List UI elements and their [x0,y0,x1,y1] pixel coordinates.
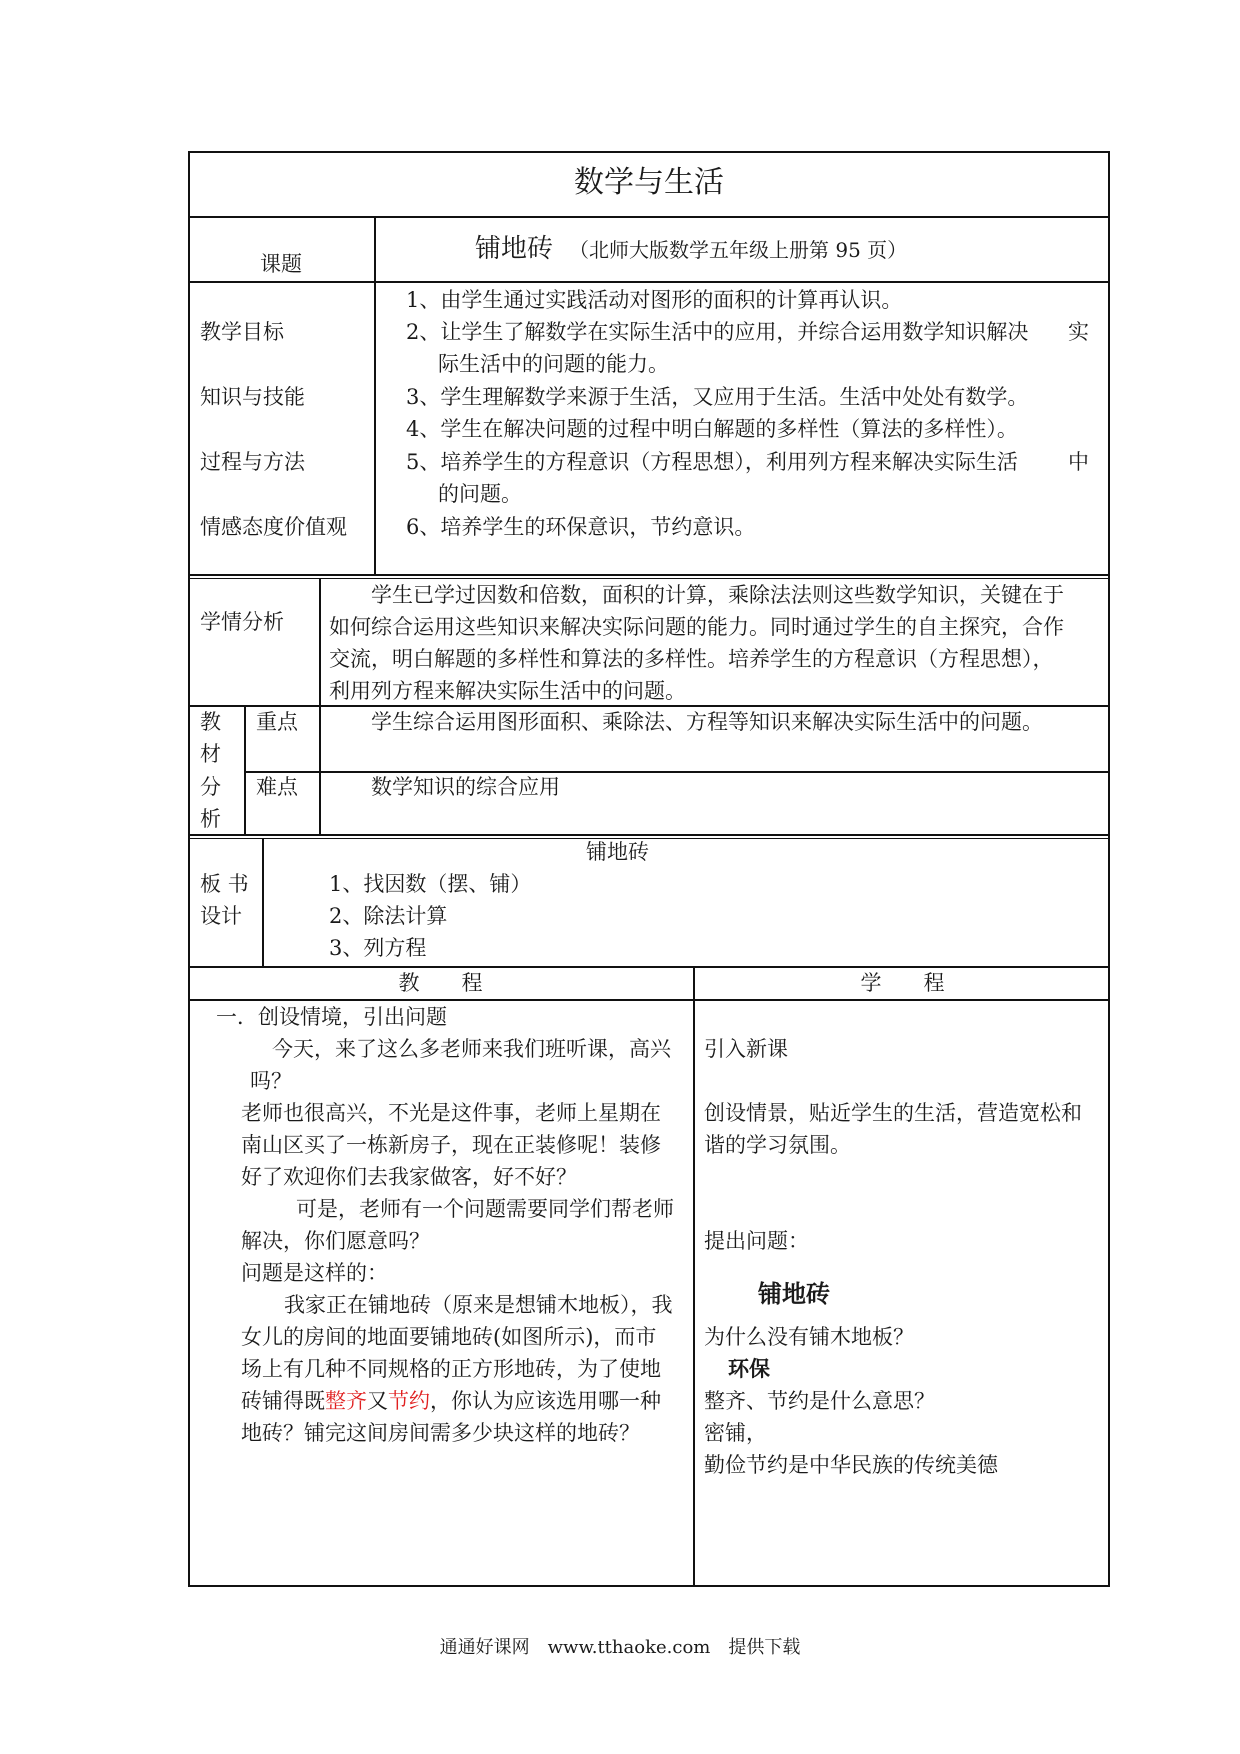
goal-item: 际生活中的问题的能力。 [438,352,669,376]
material-label-char: 析 [200,807,221,831]
material-label-char: 材 [200,742,221,766]
material-label-char: 分 [200,775,221,799]
lesson-source: （北师大版数学五年级上册第 95 页） [569,238,908,262]
learn-line: 密铺， [704,1421,767,1445]
teach-section: 一．创设情境，引出问题 [216,1005,447,1029]
goal-item: 5、培养学生的方程意识（方程思想），利用列方程来解决实际生活 [406,450,1018,474]
analysis-line: 交流，明白解题的多样性和算法的多样性。培养学生的方程意识（方程思想）， [329,647,1054,671]
footer-credit: 通通好课网 www.tthaoke.com 提供下载 [439,1637,801,1658]
teach-line: 问题是这样的： [241,1261,388,1285]
teach-line: 老师也很高兴，不光是这件事，老师上星期在 [241,1101,661,1125]
learn-line: 为什么没有铺木地板？ [704,1325,914,1349]
row-divider [188,281,1110,283]
teach-line: 女儿的房间的地面要铺地砖(如图所示)，而市 [241,1325,657,1349]
goals-label: 教学目标 [200,320,284,344]
material-label-char: 教 [200,710,221,734]
teach-line: 我家正在铺地砖（原来是想铺木地板），我 [284,1293,673,1317]
goal-item: 的问题。 [438,482,522,506]
board-label: 设计 [200,904,242,928]
lesson-label: 课题 [260,252,302,276]
learn-line: 引入新课 [704,1037,788,1061]
teach-line: 南山区买了一栋新房子，现在正装修呢！装修 [241,1133,661,1157]
key-point-text: 学生综合运用图形面积、乘除法、方程等知识来解决实际生活中的问题。 [371,710,1043,734]
attitude-label: 情感态度价值观 [200,515,347,539]
page-title: 数学与生活 [574,165,724,200]
learn-line: 勤俭节约是中华民族的传统美德 [704,1453,998,1477]
difficulty-label: 难点 [256,775,298,799]
board-label: 板 书 [200,872,249,896]
goal-item: 3、学生理解数学来源于生活，又应用于生活。生活中处处有数学。 [406,385,1029,409]
teach-text: ，你认为应该选用哪一种 [430,1389,661,1413]
row-divider [188,834,1110,836]
learn-line: 提出问题： [704,1229,809,1253]
learn-header: 学 程 [860,971,945,995]
teach-line [241,1385,661,1418]
goal-item: 1、由学生通过实践活动对图形的面积的计算再认识。 [406,288,903,312]
col-divider [319,705,321,834]
col-divider [374,216,376,574]
goal-item: 实 [1068,320,1089,344]
teach-line: 可是，老师有一个问题需要同学们帮老师 [296,1197,674,1221]
goal-item: 4、学生在解决问题的过程中明白解题的多样性（算法的多样性）。 [406,417,1018,441]
teach-line: 好了欢迎你们去我家做客，好不好？ [241,1165,577,1189]
process-label: 过程与方法 [200,450,305,474]
goal-item: 2、让学生了解数学在实际生活中的应用，并综合运用数学知识解决 [406,320,1029,344]
analysis-line: 如何综合运用这些知识来解决实际问题的能力。同时通过学生的自主探究，合作 [329,615,1064,639]
teach-line: 今天，来了这么多老师来我们班听课，高兴 [272,1037,671,1061]
col-divider [693,966,695,1587]
learn-heading: 铺地砖 [758,1280,830,1308]
key-point-label: 重点 [256,710,298,734]
goal-item: 6、培养学生的环保意识，节约意识。 [406,515,756,539]
col-divider [262,838,264,966]
emphasis-text: 整齐 [325,1389,367,1413]
teach-text: 又 [367,1389,388,1413]
row-divider [188,574,1110,576]
knowledge-label: 知识与技能 [200,385,305,409]
row-divider [188,838,1110,839]
board-item: 1、找因数（摆、铺） [329,872,532,896]
analysis-line: 学生已学过因数和倍数，面积的计算，乘除法法则这些数学知识，关键在于 [371,583,1064,607]
teach-line: 场上有几种不同规格的正方形地砖，为了使地 [241,1357,661,1381]
teach-line: 吗？ [250,1069,292,1093]
difficulty-text: 数学知识的综合应用 [371,775,560,799]
teach-text: 砖铺得既 [241,1389,325,1413]
learn-line: 创设情景，贴近学生的生活，营造宽松和 [704,1101,1082,1125]
learn-line: 整齐、节约是什么意思？ [704,1389,935,1413]
board-title: 铺地砖 [586,840,649,864]
col-divider [244,705,246,834]
teach-line: 解决，你们愿意吗？ [241,1229,430,1253]
teach-line: 地砖？铺完这间房间需多少块这样的地砖？ [241,1421,640,1445]
board-item: 2、除法计算 [329,904,448,928]
row-divider [188,216,1110,218]
lesson-name: 铺地砖 [475,234,554,264]
analysis-line: 利用列方程来解决实际生活中的问题。 [329,679,686,703]
learn-keyword: 环保 [728,1357,770,1381]
analysis-label: 学情分析 [200,610,284,634]
col-divider [319,578,321,705]
teach-header: 教 程 [398,971,483,995]
board-item: 3、列方程 [329,936,427,960]
learn-line: 谐的学习氛围。 [704,1133,851,1157]
emphasis-text: 节约 [388,1389,430,1413]
goal-item: 中 [1068,450,1089,474]
